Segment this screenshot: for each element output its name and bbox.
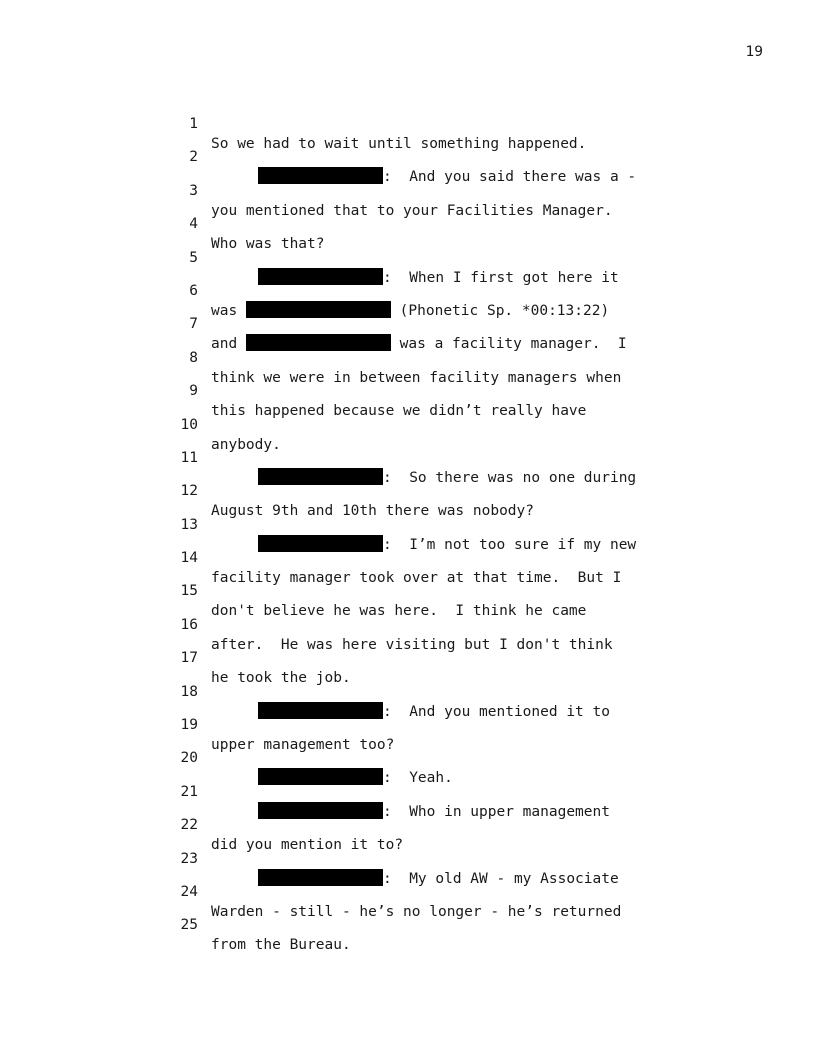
line-number: 15: [180, 583, 198, 600]
line-text: : So there was no one during: [383, 469, 637, 486]
line-number: 14: [180, 550, 198, 567]
line-text: : When I first got here it: [383, 269, 619, 286]
line-text: upper management too?: [211, 737, 395, 754]
transcript-line: [170, 762, 690, 820]
line-text-pre: and: [211, 336, 238, 353]
transcript-line: [170, 829, 690, 887]
line-number: 21: [180, 783, 198, 800]
transcript-line: [170, 294, 690, 353]
line-number: 19: [180, 717, 198, 734]
line-text-pre: was: [211, 302, 238, 319]
line-text: : I’m not too sure if my new: [383, 536, 637, 553]
line-text: : And you said there was a -: [383, 169, 637, 186]
line-text: Who was that?: [211, 236, 325, 253]
line-text: facility manager took over at that time. But I: [211, 570, 622, 587]
transcript-line: [170, 795, 690, 854]
transcript-line: [170, 628, 690, 687]
line-number: 8: [189, 349, 198, 366]
line-text-post: was a facility manager. I: [399, 336, 627, 353]
transcript-line: [170, 495, 690, 553]
transcript-line: [170, 194, 690, 253]
transcript-line: [170, 161, 690, 219]
transcript-line: [170, 261, 690, 319]
line-number: 4: [189, 216, 198, 233]
line-number: 23: [180, 850, 198, 867]
line-number: 18: [180, 683, 198, 700]
transcript-body: [170, 94, 690, 954]
transcript-line: [170, 428, 690, 486]
line-number: 12: [180, 483, 198, 500]
line-text: So we had to wait until something happened.: [211, 136, 587, 152]
transcript-line: [170, 595, 690, 653]
transcript-line: [170, 228, 690, 286]
line-text: don't believe he was here. I think he came: [211, 603, 587, 620]
line-number: 22: [180, 817, 198, 834]
line-number: 20: [180, 750, 198, 767]
transcript-line: [170, 862, 690, 920]
transcript-line: [170, 328, 690, 386]
line-number: 25: [180, 917, 198, 934]
line-number: 13: [180, 516, 198, 533]
line-text: from the Bureau.: [211, 937, 351, 954]
line-number: 3: [189, 182, 198, 199]
line-text: : Who in upper management: [383, 803, 610, 820]
page-number: 19: [745, 44, 763, 60]
transcript-line: [170, 361, 690, 420]
line-number: 24: [180, 883, 198, 900]
transcript-line: [170, 662, 690, 720]
line-number: 9: [189, 383, 198, 400]
line-text: did you mention it to?: [211, 837, 404, 854]
transcript-line: [170, 94, 690, 152]
line-text: this happened because we didn’t really have: [211, 403, 587, 420]
transcript-line: [170, 728, 690, 787]
line-number: 5: [189, 249, 198, 266]
line-number: 11: [180, 449, 198, 466]
transcript-line: [170, 895, 690, 954]
line-text: after. He was here visiting but I don't think: [211, 636, 613, 653]
line-text: you mentioned that to your Facilities Manager.: [211, 202, 613, 219]
line-number: 1: [189, 116, 198, 132]
line-number: 17: [180, 650, 198, 667]
line-text: Warden - still - he’s no longer - he’s returned: [211, 903, 622, 920]
line-text: he took the job.: [211, 670, 351, 687]
transcript-line: [170, 127, 690, 186]
line-text: think we were in between facility managers when: [211, 369, 622, 386]
transcript-line: [170, 395, 690, 453]
transcript-line: [170, 561, 690, 620]
line-text: August 9th and 10th there was nobody?: [211, 503, 535, 520]
line-text: : Yeah.: [383, 770, 453, 787]
line-number: 10: [180, 416, 198, 433]
line-number: 6: [189, 282, 198, 299]
line-text: : And you mentioned it to: [383, 703, 610, 720]
line-number: 7: [189, 316, 198, 333]
transcript-line: [170, 461, 690, 520]
line-text: : My old AW - my Associate: [383, 870, 619, 887]
line-text-post: (Phonetic Sp. *00:13:22): [399, 302, 610, 319]
line-number: 2: [189, 149, 198, 166]
transcript-line: [170, 528, 690, 587]
transcript-line: [170, 695, 690, 754]
line-text: anybody.: [211, 436, 281, 453]
line-number: 16: [180, 616, 198, 633]
